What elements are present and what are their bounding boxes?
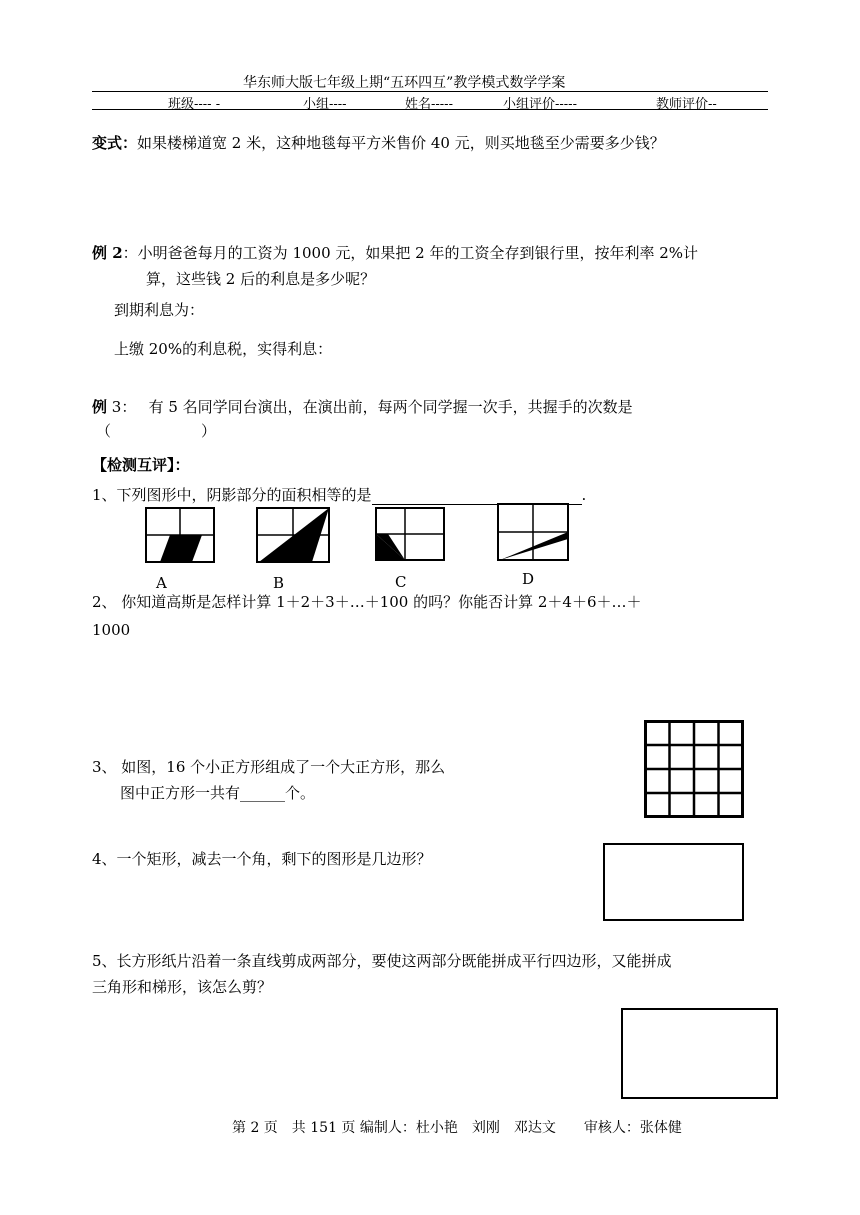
q1-figure-c (375, 507, 447, 563)
q4-text: 4、一个矩形，减去一个角，剩下的图形是几边形？ (92, 850, 432, 868)
q3-line1: 3、 如图，16 个小正方形组成了一个大正方形，那么 (92, 758, 446, 776)
q5-line1: 5、长方形纸片沿着一条直线剪成两部分，要使这两部分既能拼成平行四边形，又能拼成 (92, 952, 672, 970)
q4-rectangle-figure (603, 843, 744, 921)
example2-line3: 到期利息为： (114, 301, 205, 319)
q1-figure-a (145, 507, 217, 565)
q2-line2: 1000 (92, 621, 131, 639)
q1-stem: 1、下列图形中，阴影部分的面积相等的是 (92, 486, 372, 504)
example3-line1 (92, 396, 633, 417)
header-rule-bottom (92, 109, 768, 110)
header-field-group-eval: 小组评价----- (503, 97, 577, 112)
example2-line2: 算，这些钱 2 后的利息是多少呢？ (146, 270, 376, 288)
q2-line1: 2、 你知道高斯是怎样计算 1＋2＋3＋…＋100 的吗？你能否计算 2＋4＋6＋…＋ (92, 593, 642, 611)
example3-label: 例 (92, 398, 108, 416)
q3-line2: 图中正方形一共有______个。 (120, 784, 316, 802)
header-field-teacher-eval: 教师评价-- (656, 97, 717, 112)
variant-question (92, 132, 665, 153)
q1-period: . (581, 486, 587, 504)
page-header-title: 华东师大版七年级上期“五环四互”教学模式数学学案 (243, 75, 566, 91)
section-title: 【检测互评】： (92, 456, 190, 474)
q5-line2: 三角形和梯形，该怎么剪？ (92, 978, 273, 996)
header-field-class: 班级---- - (168, 97, 221, 112)
q1-figure-b (256, 507, 332, 565)
q1-label-c: C (395, 573, 407, 591)
q1-label-d: D (522, 570, 535, 588)
q1-text (92, 484, 586, 505)
example2-line1 (92, 242, 698, 263)
example2-line4: 上缴 20%的利息税，实得利息： (114, 340, 333, 358)
variant-label: 变式： (92, 134, 138, 152)
q1-label-a: A (156, 574, 167, 592)
example2-label: 例 2 (92, 244, 123, 262)
header-field-group: 小组---- (303, 97, 347, 112)
example3-line2: （ ） (96, 422, 217, 440)
q1-figure-d (497, 503, 571, 563)
example2-text: ：小明爸爸每月的工资为 1000 元，如果把 2 年的工资全存到银行里，按年利率 2%计 (122, 244, 699, 262)
q3-grid-figure (644, 720, 744, 818)
page-footer: 第 2 页 共 151 页 编制人：杜小艳 刘刚 邓达文 审核人：张体健 (232, 1120, 682, 1136)
variant-text: 如果楼梯道宽 2 米，这种地毯每平方米售价 40 元，则买地毯至少需要多少钱？ (137, 134, 665, 152)
header-field-name: 姓名----- (405, 97, 453, 112)
q5-rectangle-figure (621, 1008, 778, 1099)
q1-label-b: B (273, 574, 285, 592)
header-rule-top (92, 91, 768, 92)
example3-text: 3： 有 5 名同学同台演出，在演出前，每两个同学握一次手，共握手的次数是 (107, 398, 633, 416)
